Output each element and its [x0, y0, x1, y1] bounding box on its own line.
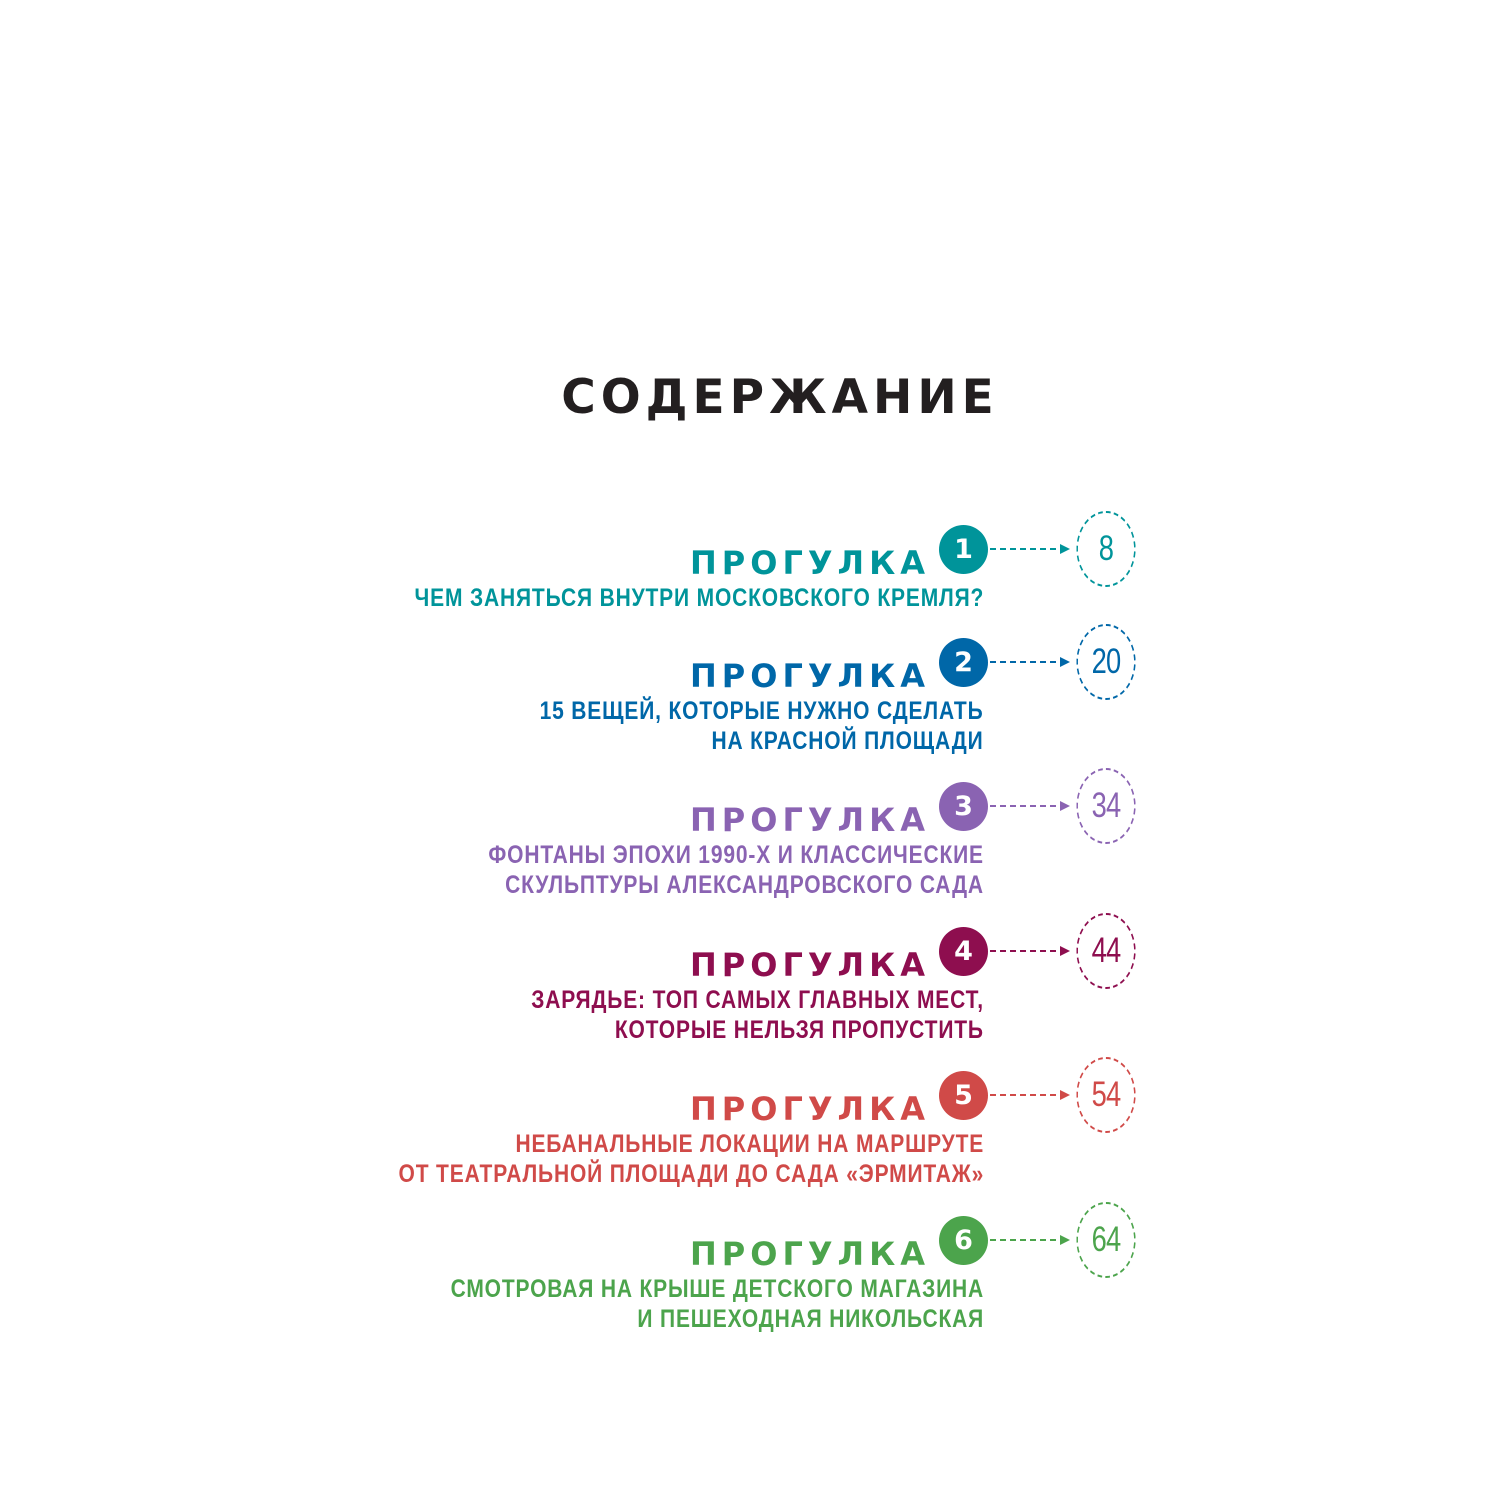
walk-number-badge: 4 [939, 927, 988, 976]
walk-subtitle [540, 696, 984, 756]
page-title: СОДЕРЖАНИЕ [561, 370, 999, 425]
walk-label: ПРОГУЛКА [690, 1090, 930, 1128]
walk-number-badge: 2 [939, 638, 988, 687]
page-number: 8 [1098, 529, 1114, 568]
walk-label: ПРОГУЛКА [690, 1235, 930, 1273]
dashed-arrow-icon [988, 656, 1072, 668]
subtitle-line: КОТОРЫЕ НЕЛЬЗЯ ПРОПУСТИТЬ [614, 1016, 984, 1044]
dashed-arrow-icon [988, 945, 1072, 957]
walk-number-badge: 3 [939, 782, 988, 831]
subtitle-line: ЧЕМ ЗАНЯТЬСЯ ВНУТРИ МОСКОВСКОГО КРЕМЛЯ? [414, 584, 984, 612]
dashed-arrow-icon [988, 800, 1072, 812]
toc-entry-3[interactable] [0, 786, 1500, 956]
subtitle-line: НЕБАНАЛЬНЫЕ ЛОКАЦИИ НА МАРШРУТЕ [515, 1130, 984, 1158]
subtitle-line: 15 ВЕЩЕЙ, КОТОРЫЕ НУЖНО СДЕЛАТЬ [540, 697, 984, 725]
page-number: 64 [1091, 1220, 1121, 1259]
walk-number-badge: 6 [939, 1216, 988, 1265]
toc-entry-4[interactable] [0, 931, 1500, 1101]
walk-subtitle [488, 840, 984, 900]
page-number: 34 [1091, 786, 1121, 825]
toc-entry-2[interactable] [0, 642, 1500, 812]
subtitle-line: ЗАРЯДЬЕ: ТОП САМЫХ ГЛАВНЫХ МЕСТ, [531, 986, 984, 1014]
dashed-arrow-icon [988, 543, 1072, 555]
subtitle-line: И ПЕШЕХОДНАЯ НИКОЛЬСКАЯ [637, 1305, 984, 1333]
toc-entry-6[interactable] [0, 1220, 1500, 1390]
subtitle-line: СМОТРОВАЯ НА КРЫШЕ ДЕТСКОГО МАГАЗИНА [450, 1275, 984, 1303]
walk-subtitle [531, 985, 984, 1045]
subtitle-line: НА КРАСНОЙ ПЛОЩАДИ [711, 727, 984, 755]
dashed-arrow-icon [988, 1234, 1072, 1246]
page-number-link[interactable] [1076, 768, 1135, 844]
walk-label: ПРОГУЛКА [690, 946, 930, 984]
subtitle-line: ФОНТАНЫ ЭПОХИ 1990-Х И КЛАССИЧЕСКИЕ [488, 841, 984, 869]
subtitle-line: ОТ ТЕАТРАЛЬНОЙ ПЛОЩАДИ ДО САДА «ЭРМИТАЖ» [398, 1160, 984, 1188]
walk-number-badge: 1 [939, 525, 988, 574]
walk-subtitle [451, 1274, 984, 1334]
walk-subtitle [398, 1129, 984, 1189]
page-number: 20 [1091, 642, 1121, 681]
page-number: 44 [1091, 931, 1121, 970]
walk-subtitle [414, 583, 984, 613]
walk-label: ПРОГУЛКА [690, 801, 930, 839]
page-number: 54 [1091, 1075, 1121, 1114]
page-number-link[interactable] [1076, 624, 1135, 700]
walk-number-badge: 5 [939, 1071, 988, 1120]
page-number-link[interactable] [1076, 1057, 1135, 1133]
dashed-arrow-icon [988, 1089, 1072, 1101]
walk-label: ПРОГУЛКА [690, 544, 930, 582]
subtitle-line: СКУЛЬПТУРЫ АЛЕКСАНДРОВСКОГО САДА [505, 871, 984, 899]
walk-label: ПРОГУЛКА [690, 657, 930, 695]
toc-entry-5[interactable] [0, 1075, 1500, 1245]
page-number-link[interactable] [1076, 1202, 1135, 1278]
page-number-link[interactable] [1076, 913, 1135, 989]
page-number-link[interactable] [1076, 511, 1135, 587]
